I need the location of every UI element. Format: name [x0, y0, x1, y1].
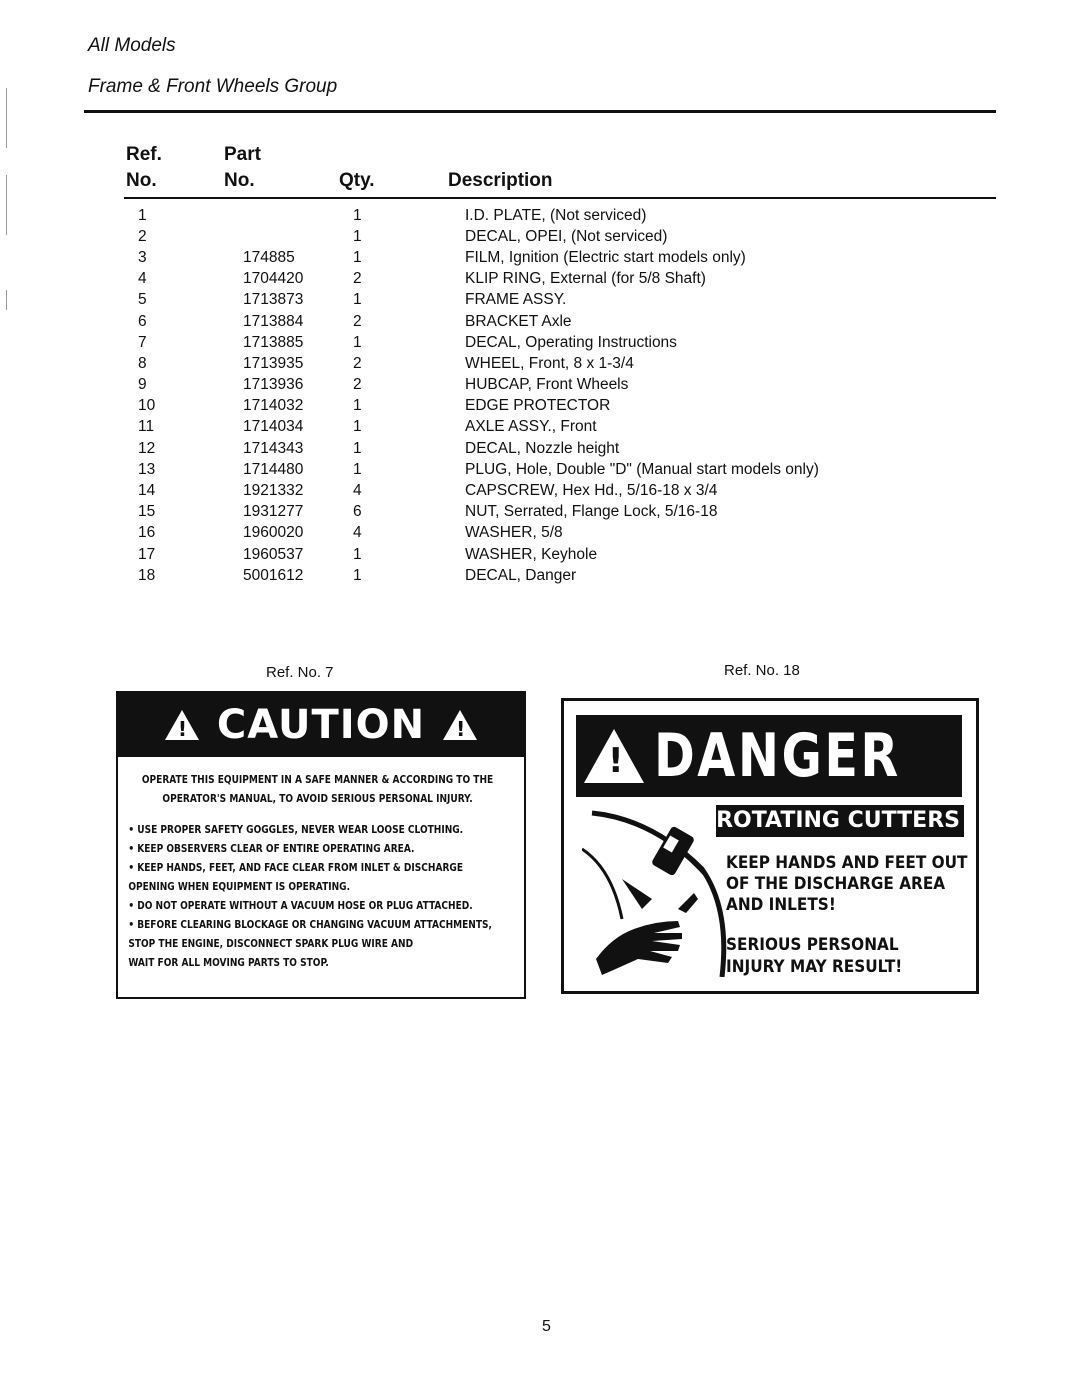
caution-bullet: • KEEP OBSERVERS CLEAR OF ENTIRE OPERATING AREA.	[128, 843, 415, 855]
qty-cell: 1	[353, 566, 362, 584]
caution-bullet: • KEEP HANDS, FEET, AND FACE CLEAR FROM INLET & DISCHARGE	[128, 862, 463, 874]
description-cell: WHEEL, Front, 8 x 1-3/4	[465, 354, 634, 372]
qty-cell: 1	[353, 291, 362, 309]
ref-cell: 2	[138, 227, 147, 245]
col-desc-label: Description	[448, 170, 553, 191]
caution-intro-line: OPERATOR'S MANUAL, TO AVOID SERIOUS PERSONAL INJURY.	[162, 793, 473, 805]
caution-text	[118, 757, 524, 973]
part-number-cell: 1960020	[243, 524, 304, 542]
description-cell: FRAME ASSY.	[465, 291, 567, 309]
table-row	[120, 544, 905, 565]
description-cell: AXLE ASSY., Front	[465, 418, 597, 436]
ref-cell: 18	[138, 566, 156, 584]
caption-ref-18: Ref. No. 18	[724, 662, 800, 679]
caution-title: CAUTION	[216, 702, 426, 748]
caution-bullet: • DO NOT OPERATE WITHOUT A VACUUM HOSE OR PLUG ATTACHED.	[128, 900, 473, 912]
qty-cell: 1	[353, 418, 362, 436]
warning-triangle-icon	[584, 729, 644, 783]
description-cell: WASHER, Keyhole	[465, 545, 598, 563]
caution-bullet: • USE PROPER SAFETY GOGGLES, NEVER WEAR LOOSE CLOTHING.	[128, 824, 464, 836]
ref-cell: 13	[138, 460, 156, 478]
part-number-cell: 1713935	[243, 354, 304, 372]
warning-triangle-icon	[443, 710, 477, 740]
caution-decal	[116, 691, 526, 999]
col-qty-label: Qty.	[339, 170, 375, 191]
table-row	[120, 353, 905, 374]
description-cell: HUBCAP, Front Wheels	[465, 376, 629, 394]
table-row	[120, 247, 905, 268]
ref-cell: 4	[138, 270, 147, 288]
part-number-cell	[243, 205, 353, 226]
ref-cell: 11	[138, 418, 155, 436]
table-row	[120, 459, 905, 480]
table-row	[120, 290, 905, 311]
qty-cell: 1	[353, 460, 362, 478]
qty-cell: 1	[353, 439, 362, 457]
ref-cell: 17	[138, 545, 156, 563]
danger-line: KEEP HANDS AND FEET OUT	[726, 853, 968, 873]
caption-ref-7: Ref. No. 7	[266, 664, 334, 681]
col-ref-label-1: Ref.	[126, 144, 162, 165]
ref-cell: 15	[138, 503, 156, 521]
scan-margin-mark	[6, 88, 7, 148]
scan-margin-mark	[6, 175, 7, 235]
ref-cell: 8	[138, 354, 147, 372]
description-cell: DECAL, OPEI, (Not serviced)	[465, 227, 668, 245]
qty-cell: 1	[353, 545, 362, 563]
part-number-cell: 1714034	[243, 418, 304, 436]
danger-line: SERIOUS PERSONAL	[726, 935, 899, 955]
ref-cell: 5	[138, 291, 147, 309]
col-ref-label-2: No.	[126, 170, 157, 191]
table-row	[120, 502, 905, 523]
part-number-cell: 1931277	[243, 503, 304, 521]
warning-triangle-icon	[165, 710, 199, 740]
part-number-cell: 1714032	[243, 397, 304, 415]
description-cell: I.D. PLATE, (Not serviced)	[465, 206, 647, 224]
danger-banner	[576, 715, 962, 797]
models-heading: All Models	[88, 35, 176, 56]
part-number-cell: 174885	[243, 248, 295, 266]
part-number-cell: 1714343	[243, 439, 304, 457]
qty-cell: 2	[353, 270, 362, 288]
danger-subtitle: ROTATING CUTTERS	[716, 805, 964, 837]
table-row	[120, 396, 905, 417]
scan-margin-mark	[6, 290, 7, 310]
ref-cell: 3	[138, 248, 147, 266]
description-cell: PLUG, Hole, Double "D" (Manual start models only)	[465, 460, 819, 478]
ref-cell: 6	[138, 312, 147, 330]
description-cell: DECAL, Danger	[465, 566, 577, 584]
ref-cell: 10	[138, 397, 156, 415]
table-row	[120, 438, 905, 459]
page-number: 5	[542, 1318, 551, 1335]
qty-cell: 1	[353, 397, 362, 415]
col-part-label-1: Part	[224, 144, 261, 165]
description-cell: CAPSCREW, Hex Hd., 5/16-18 x 3/4	[465, 482, 718, 500]
qty-cell: 1	[353, 333, 362, 351]
ref-cell: 1	[138, 206, 147, 224]
table-row	[120, 417, 905, 438]
part-number-cell: 1713873	[243, 291, 304, 309]
qty-cell: 2	[353, 312, 362, 330]
ref-cell: 9	[138, 376, 147, 394]
table-row	[120, 480, 905, 501]
caution-bullet-cont: STOP THE ENGINE, DISCONNECT SPARK PLUG WIRE AND	[128, 938, 414, 950]
description-cell: NUT, Serrated, Flange Lock, 5/16-18	[465, 503, 718, 521]
qty-cell: 6	[353, 503, 362, 521]
description-cell: DECAL, Operating Instructions	[465, 333, 677, 351]
qty-cell: 4	[353, 524, 362, 542]
danger-title: DANGER	[654, 721, 901, 791]
part-number-cell: 1713885	[243, 333, 304, 351]
caution-bullet: • BEFORE CLEARING BLOCKAGE OR CHANGING VACUUM ATTACHMENTS,	[128, 919, 492, 931]
description-cell: WASHER, 5/8	[465, 524, 563, 542]
description-cell: KLIP RING, External (for 5/8 Shaft)	[465, 270, 706, 288]
ref-cell: 12	[138, 439, 156, 457]
table-row	[120, 523, 905, 544]
qty-cell: 2	[353, 376, 362, 394]
part-number-cell: 1704420	[243, 270, 304, 288]
parts-table	[120, 205, 905, 586]
caution-banner	[118, 693, 524, 757]
danger-line: INJURY MAY RESULT!	[726, 957, 903, 977]
part-number-cell: 5001612	[243, 566, 304, 584]
part-number-cell	[243, 226, 353, 247]
table-row	[120, 565, 905, 586]
part-number-cell: 1960537	[243, 545, 304, 563]
caution-bullet-cont: OPENING WHEN EQUIPMENT IS OPERATING.	[128, 881, 351, 893]
hand-blade-pictogram-icon	[582, 809, 730, 977]
description-cell: DECAL, Nozzle height	[465, 439, 620, 457]
qty-cell: 1	[353, 248, 362, 266]
qty-cell: 1	[353, 206, 362, 224]
part-number-cell: 1714480	[243, 460, 304, 478]
ref-cell: 16	[138, 524, 156, 542]
table-row	[120, 226, 905, 247]
description-cell: FILM, Ignition (Electric start models only)	[465, 248, 746, 266]
qty-cell: 1	[353, 227, 362, 245]
ref-cell: 7	[138, 333, 147, 351]
table-row	[120, 332, 905, 353]
danger-line: AND INLETS!	[726, 895, 836, 915]
header-rule	[84, 110, 996, 113]
danger-line: OF THE DISCHARGE AREA	[726, 874, 946, 894]
qty-cell: 2	[353, 354, 362, 372]
caution-bullet-cont: WAIT FOR ALL MOVING PARTS TO STOP.	[128, 957, 329, 969]
table-row	[120, 311, 905, 332]
description-cell: BRACKET Axle	[465, 312, 572, 330]
table-row	[120, 269, 905, 290]
part-number-cell: 1713936	[243, 376, 304, 394]
table-row	[120, 375, 905, 396]
table-row	[120, 205, 905, 226]
description-cell: EDGE PROTECTOR	[465, 397, 611, 415]
qty-cell: 4	[353, 482, 362, 500]
part-number-cell: 1921332	[243, 482, 304, 500]
ref-cell: 14	[138, 482, 156, 500]
danger-decal	[561, 698, 979, 994]
table-header-rule	[124, 197, 996, 199]
part-number-cell: 1713884	[243, 312, 304, 330]
caution-intro-line: OPERATE THIS EQUIPMENT IN A SAFE MANNER & ACCORDING TO THE	[141, 774, 494, 786]
col-part-label-2: No.	[224, 170, 255, 191]
group-heading: Frame & Front Wheels Group	[88, 76, 338, 97]
